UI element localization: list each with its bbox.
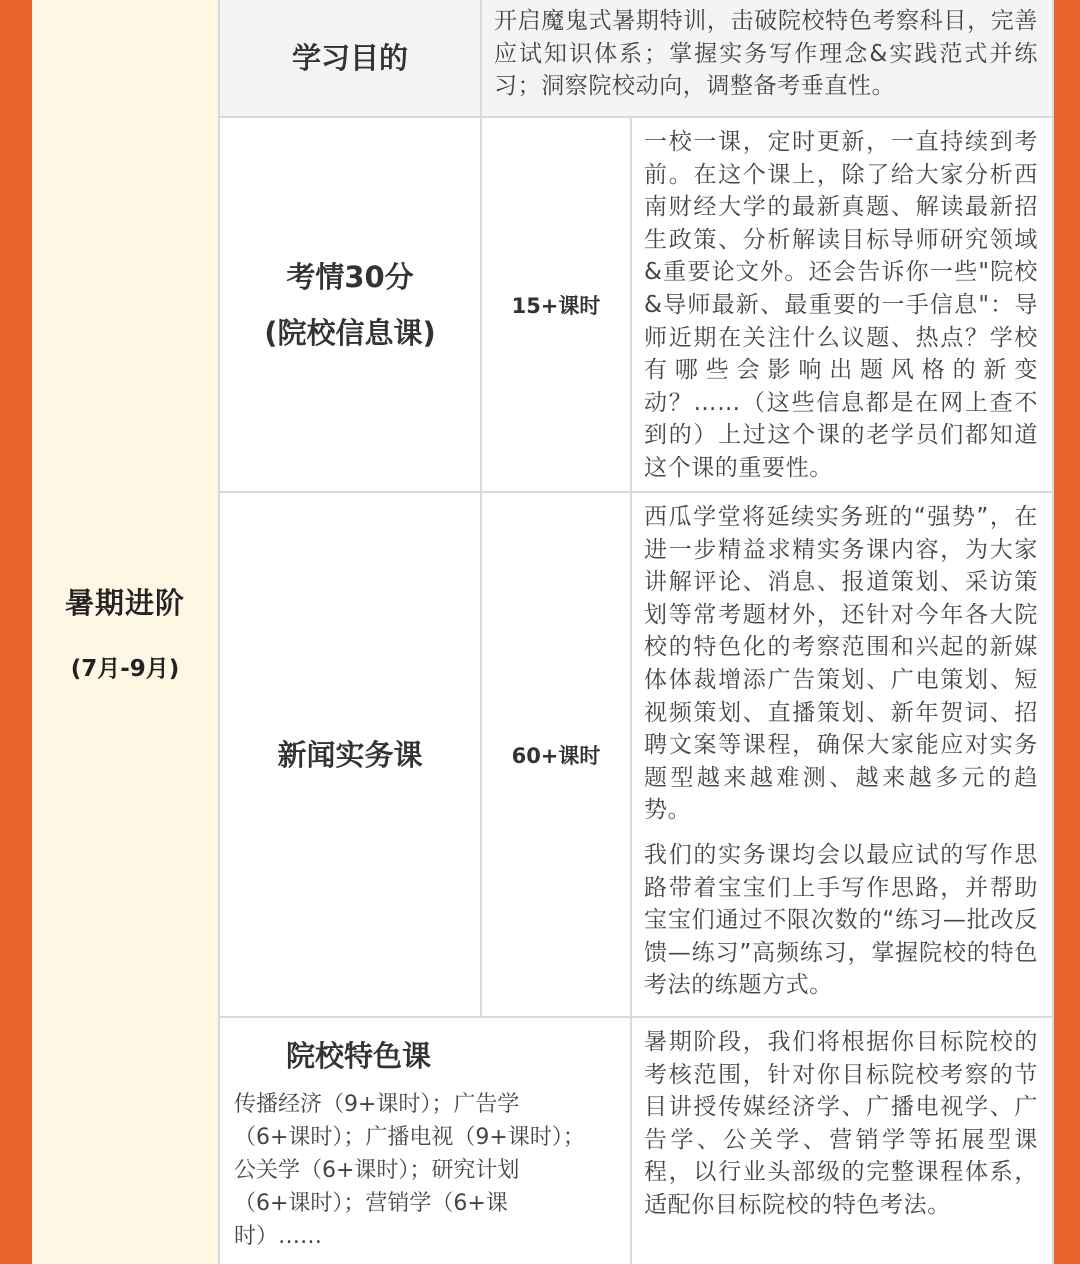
course-description	[632, 1018, 1052, 1222]
course-description	[632, 493, 1052, 1002]
course-hours: 15+课时	[511, 293, 601, 318]
phase-title: 暑期进阶	[64, 586, 185, 620]
course-hours: 60+课时	[511, 743, 601, 768]
purpose-text-cell	[482, 0, 1054, 118]
phase-dates: (7月-9月)	[70, 656, 180, 682]
purpose-text: 开启魔鬼式暑期特训，击破院校特色考察科目，完善应试知识体系；掌握实务写作理念&实践范式并练习；洞察院校动向，调整备考垂直性。	[494, 8, 1038, 100]
course-hours-cell	[482, 118, 632, 493]
phase-cell	[32, 0, 218, 1264]
purpose-label-cell	[220, 0, 482, 118]
course-description	[632, 118, 1052, 485]
course-name-cell	[220, 493, 482, 1018]
course-name: 院校特色课	[286, 1039, 432, 1073]
course-table	[218, 0, 1054, 1264]
course-desc-cell	[632, 493, 1054, 1018]
course-hours-cell	[482, 493, 632, 1018]
desc-paragraph: 一校一课，定时更新，一直持续到考前。在这个课上，除了给大家分析西南财经大学的最新真题、解读最新招生政策、分析解读目标导师研究领域&重要论文外。还会告诉你一些"院校&导师最新、最重要的一手信息"：导师近期在关注什么议题、热点？学校有哪些会影响出题风格的新变动？……（这些信息都是在网上查不到的）上过这个课的老学员们都知道这个课的重要性。	[644, 129, 1038, 481]
course-name-cell	[220, 118, 482, 493]
course-desc-cell	[632, 1018, 1054, 1264]
desc-paragraph: 我们的实务课均会以最应试的写作思路带着宝宝们上手写作思路，并帮助宝宝们通过不限次数的“练习—批改反馈—练习”高频练习，掌握院校的特色考法的练题方式。	[644, 841, 1038, 999]
desc-paragraph: 西瓜学堂将延续实务班的“强势”，在进一步精益求精实务课内容，为大家讲解评论、消息、报道策划、采访策划等常考题材外，还针对今年各大院校的特色化的考察范围和兴起的新媒体体裁增添广告策划、广电策划、短视频策划、直播策划、新年贺词、招聘文案等课程，确保大家能应对实务题型越来越难测、越来越多元的趋势。	[644, 504, 1038, 824]
course-name-cell	[220, 1018, 632, 1264]
course-desc-cell	[632, 118, 1054, 493]
course-name: 新闻实务课	[277, 737, 423, 772]
desc-paragraph: 暑期阶段，我们将根据你目标院校的考核范围，针对你目标院校考察的节目讲授传媒经济学、广播电视学、广告学、公关学、营销学等拓展型课程，以行业头部级的完整课程体系，适配你目标院校的特色考法。	[644, 1029, 1038, 1218]
purpose-label: 学习目的	[291, 41, 408, 75]
course-sub-list: 传播经济（9+课时）；广告学（6+课时）；广播电视（9+课时）；公关学（6+课时）；研究计划（6+课时）；营销学（6+课时）……	[234, 1092, 585, 1249]
course-subname: (院校信息课)	[264, 315, 436, 350]
course-name: 考情30分	[286, 259, 414, 294]
